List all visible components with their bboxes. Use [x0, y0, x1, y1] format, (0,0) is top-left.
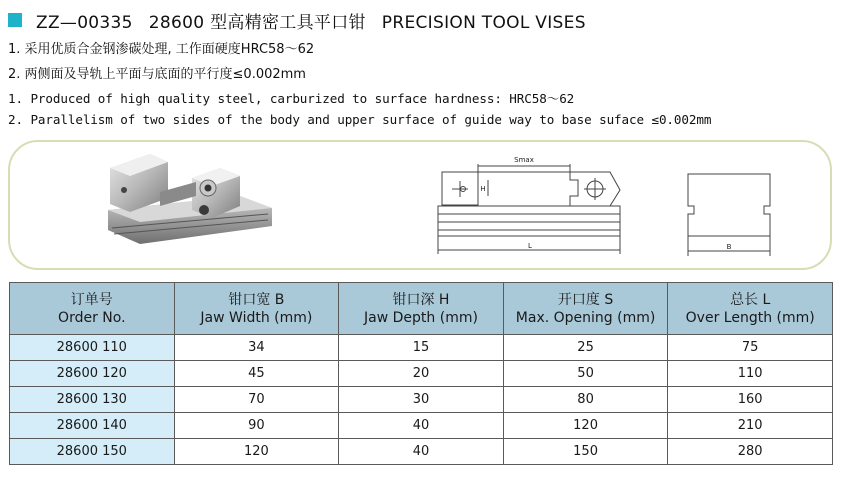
- page-title: [36, 8, 586, 33]
- table-row: [10, 361, 833, 387]
- table-row: [10, 413, 833, 439]
- cell-jaw-depth: 15: [339, 335, 504, 361]
- col-jaw-width: 钳口宽 B Jaw Width (mm): [174, 283, 339, 335]
- cell-jaw-depth: 20: [339, 361, 504, 387]
- cell-max-opening: 80: [503, 387, 668, 413]
- cell-order: 28600 150: [10, 439, 175, 465]
- series-number: 28600: [148, 12, 205, 33]
- b-label: B: [726, 243, 732, 251]
- col-over-length: 总长 L Over Length (mm): [668, 283, 833, 335]
- h-label: H: [480, 185, 486, 193]
- cell-order: 28600 130: [10, 387, 175, 413]
- title-accent-square: [8, 13, 22, 27]
- cell-jaw-depth: 40: [339, 413, 504, 439]
- cell-over-length: 75: [668, 335, 833, 361]
- cell-jaw-width: 45: [174, 361, 339, 387]
- title-row: [8, 8, 586, 32]
- l-label: L: [528, 242, 532, 250]
- spec-table: [9, 282, 833, 465]
- table-row: [10, 387, 833, 413]
- cell-max-opening: 150: [503, 439, 668, 465]
- model-code: ZZ—00335: [36, 12, 133, 33]
- cell-over-length: 210: [668, 413, 833, 439]
- en-title: PRECISION TOOL VISES: [381, 12, 586, 33]
- table-row: [10, 335, 833, 361]
- table-header-row: [10, 283, 833, 335]
- col-jaw-depth: 钳口深 H Jaw Depth (mm): [339, 283, 504, 335]
- cell-max-opening: 25: [503, 335, 668, 361]
- table-row: [10, 439, 833, 465]
- cell-jaw-depth: 30: [339, 387, 504, 413]
- cell-jaw-width: 34: [174, 335, 339, 361]
- col-max-opening: 开口度 S Max. Opening (mm): [503, 283, 668, 335]
- cell-order: 28600 120: [10, 361, 175, 387]
- cell-jaw-width: 90: [174, 413, 339, 439]
- cell-max-opening: 120: [503, 413, 668, 439]
- cn-title: 型高精密工具平口钳: [210, 12, 366, 33]
- cell-jaw-width: 70: [174, 387, 339, 413]
- spec-line-en-2: 2. Parallelism of two sides of the body and upper surface of guide way to base suface ≤0.002mm: [8, 112, 712, 127]
- smax-label: Smax: [514, 156, 534, 164]
- cell-max-opening: 50: [503, 361, 668, 387]
- cell-jaw-depth: 40: [339, 439, 504, 465]
- cell-order: 28600 110: [10, 335, 175, 361]
- cell-over-length: 160: [668, 387, 833, 413]
- spec-line-cn-1: 1. 采用优质合金钢渗碳处理, 工作面硬度HRC58～62: [8, 42, 315, 57]
- vise-drawing: [430, 150, 810, 265]
- spec-line-cn-2: 2. 两侧面及导轨上平面与底面的平行度≤0.002mm: [8, 67, 306, 82]
- cell-order: 28600 140: [10, 413, 175, 439]
- cell-jaw-width: 120: [174, 439, 339, 465]
- col-order: 订单号 Order No.: [10, 283, 175, 335]
- cell-over-length: 110: [668, 361, 833, 387]
- cell-over-length: 280: [668, 439, 833, 465]
- spec-line-en-1: 1. Produced of high quality steel, carburized to surface hardness: HRC58～62: [8, 91, 575, 106]
- vise-photo: [100, 148, 280, 258]
